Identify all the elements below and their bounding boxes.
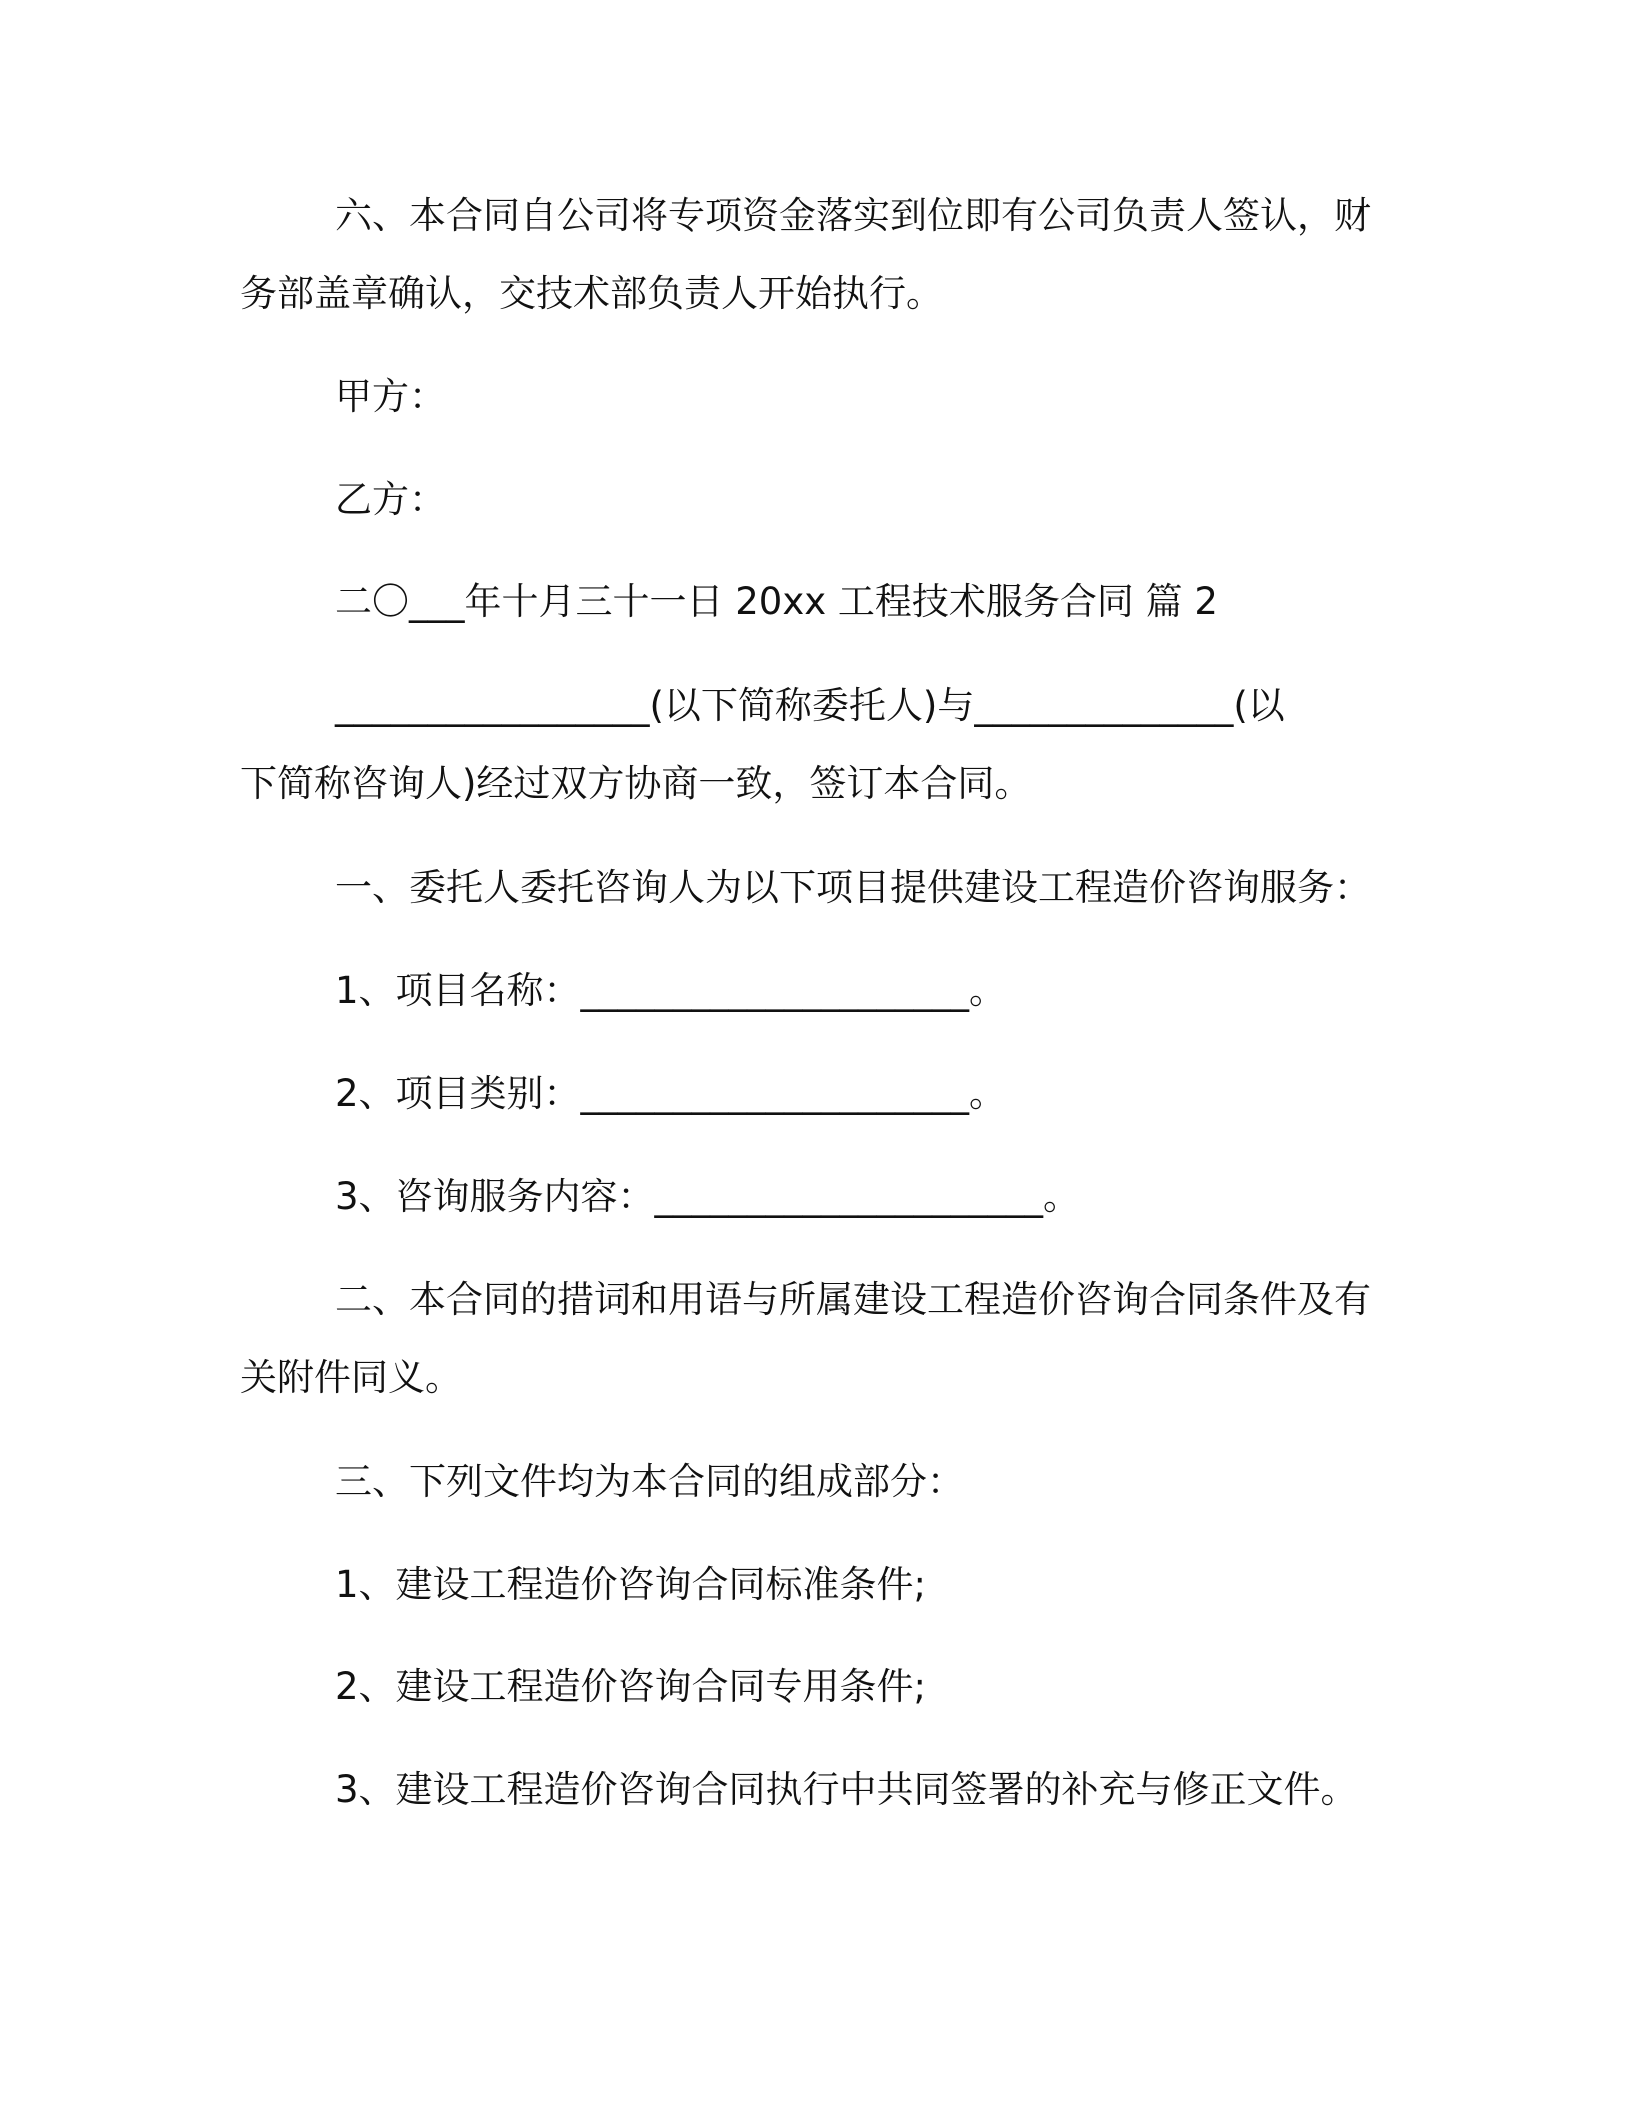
paragraph-line: 下简称咨询人)经过双方协商一致，签订本合同。 <box>240 762 1032 805</box>
date-and-section-title <box>240 580 1380 623</box>
paragraph-line: 三、下列文件均为本合同的组成部分： <box>335 1460 964 1503</box>
party-a-label <box>240 375 1380 418</box>
item-special-conditions <box>240 1665 1380 1708</box>
item-project-name <box>240 969 1380 1012</box>
parties-intro-paragraph <box>240 684 1380 805</box>
paragraph-line: 2、项目类别：_____________________。 <box>335 1072 1007 1115</box>
clause-3-heading <box>240 1460 1380 1503</box>
paragraph-line: 二〇___年十月三十一日 20xx 工程技术服务合同 篇 2 <box>335 580 1218 623</box>
paragraph-line: 甲方： <box>335 375 446 418</box>
paragraph-line: 1、建设工程造价咨询合同标准条件; <box>335 1563 927 1606</box>
item-project-category <box>240 1072 1380 1115</box>
clause-2-paragraph <box>240 1278 1380 1399</box>
paragraph-line: 关附件同义。 <box>240 1356 462 1399</box>
paragraph-line: 乙方： <box>335 478 446 521</box>
paragraph-line: _________________(以下简称委托人)与______________(以 <box>335 684 1285 727</box>
paragraph-line: 务部盖章确认，交技术部负责人开始执行。 <box>240 272 943 315</box>
paragraph-line: 1、项目名称：_____________________。 <box>335 969 1007 1012</box>
paragraph-line: 2、建设工程造价咨询合同专用条件; <box>335 1665 927 1708</box>
paragraph-line: 一、委托人委托咨询人为以下项目提供建设工程造价咨询服务： <box>335 866 1371 909</box>
paragraph-line: 二、本合同的措词和用语与所属建设工程造价咨询合同条件及有 <box>335 1278 1371 1321</box>
clause-1-heading <box>240 866 1380 909</box>
paragraph-line: 3、建设工程造价咨询合同执行中共同签署的补充与修正文件。 <box>335 1768 1358 1811</box>
paragraph-line: 3、咨询服务内容：_____________________。 <box>335 1175 1081 1218</box>
item-standard-conditions <box>240 1563 1380 1606</box>
item-service-content <box>240 1175 1380 1218</box>
item-supplementary-documents <box>240 1768 1380 1811</box>
paragraph-line: 六、本合同自公司将专项资金落实到位即有公司负责人签认，财 <box>335 194 1371 237</box>
paragraph-6-effectiveness <box>240 194 1380 315</box>
party-b-label <box>240 478 1380 521</box>
